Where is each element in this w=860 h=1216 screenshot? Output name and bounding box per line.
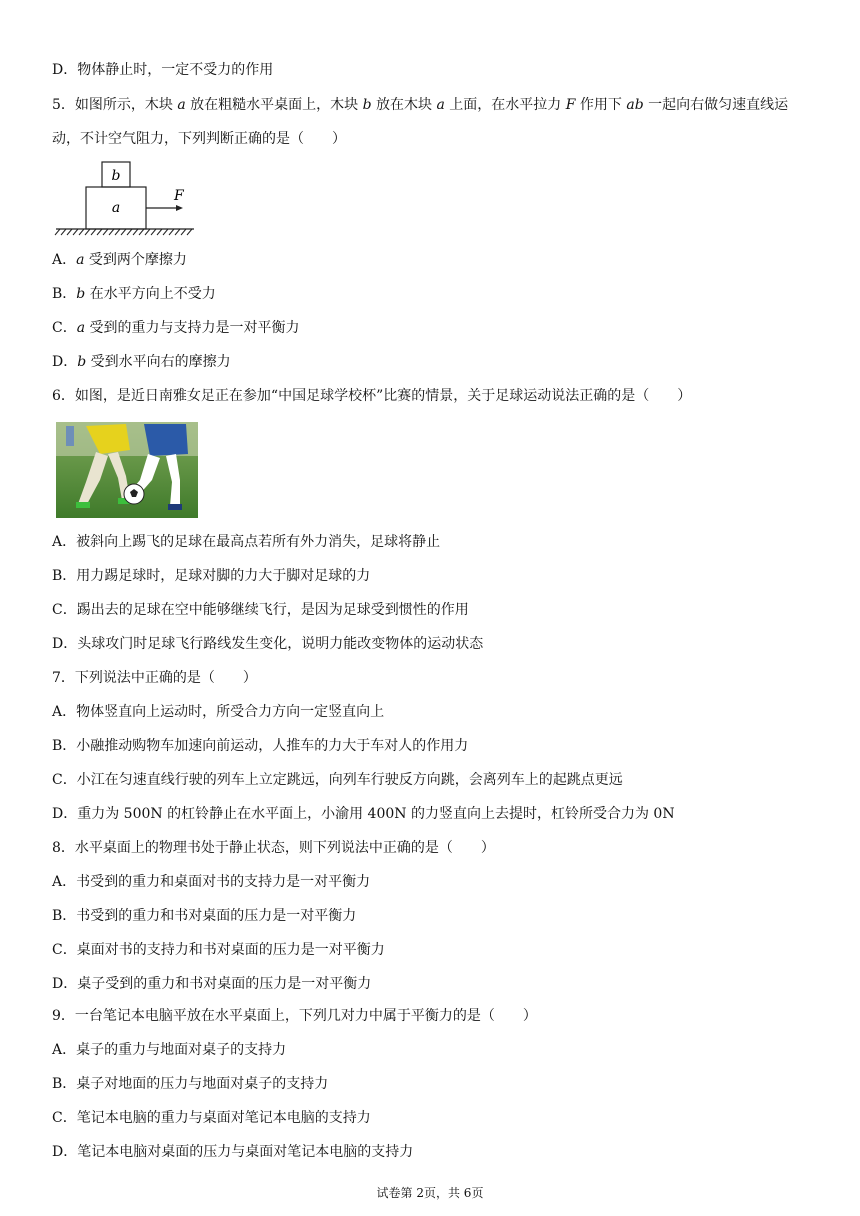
q6-option-a: A．被斜向上踢飞的足球在最高点若所有外力消失，足球将静止: [52, 534, 441, 550]
q9-stem: 9．一台笔记本电脑平放在水平桌面上，下列几对力中属于平衡力的是（ ）: [52, 1008, 537, 1024]
q9-option-a: A．桌子的重力与地面对桌子的支持力: [52, 1042, 287, 1058]
q9-option-c: C．笔记本电脑的重力与桌面对笔记本电脑的支持力: [52, 1110, 371, 1126]
q9-option-b: B．桌子对地面的压力与地面对桌子的支持力: [52, 1076, 329, 1092]
label-a: a: [111, 200, 121, 216]
q8-option-b: B．书受到的重力和书对桌面的压力是一对平衡力: [52, 908, 357, 924]
q8-stem: 8．水平桌面上的物理书处于静止状态，则下列说法中正确的是（ ）: [52, 840, 495, 856]
ground-hatching: [55, 229, 192, 235]
q6-option-b: B．用力踢足球时，足球对脚的力大于脚对足球的力: [52, 568, 371, 584]
q9-option-d: D．笔记本电脑对桌面的压力与桌面对笔记本电脑的支持力: [52, 1144, 414, 1160]
q5-option-c: C．a 受到的重力与支持力是一对平衡力: [52, 320, 300, 336]
q7-option-b: B．小融推动购物车加速向前运动，人推车的力大于车对人的作用力: [52, 738, 469, 754]
q8-option-a: A．书受到的重力和桌面对书的支持力是一对平衡力: [52, 874, 371, 890]
q7-option-a: A．物体竖直向上运动时，所受合力方向一定竖直向上: [52, 704, 385, 720]
q5-stem: 5．如图所示，木块 a 放在粗糙水平桌面上，木块 b 放在木块 a 上面，在水平拉力 F 作用下 ab 一起向右做匀速直线运动，不计空气阻力，下列判断正确的是（ ）: [52, 97, 789, 147]
label-F: F: [174, 188, 184, 204]
q7-stem: 7．下列说法中正确的是（ ）: [52, 670, 257, 686]
q7-option-c: C．小江在匀速直线行驶的列车上立定跳远，向列车行驶反方向跳，会离列车上的起跳点更远: [52, 772, 623, 788]
q5-option-a: A．a 受到两个摩擦力: [52, 252, 187, 268]
force-arrow-head: [176, 205, 183, 211]
q5-block-diagram: [52, 156, 202, 238]
label-b: b: [111, 168, 121, 184]
q5-option-d: D．b 受到水平向右的摩擦力: [52, 354, 231, 370]
q5-option-b: B．b 在水平方向上不受力: [52, 286, 216, 302]
q6-option-d: D．头球攻门时足球飞行路线发生变化，说明力能改变物体的运动状态: [52, 636, 484, 652]
q8-option-c: C．桌面对书的支持力和书对桌面的压力是一对平衡力: [52, 942, 385, 958]
page-footer: 试卷第 2页，共 6页: [376, 1186, 484, 1200]
q6-stem: 6．如图，是近日南雅女足正在参加“中国足球学校杯”比赛的情景，关于足球运动说法正确的是（ ）: [52, 388, 692, 404]
q6-option-c: C．踢出去的足球在空中能够继续飞行，是因为足球受到惯性的作用: [52, 602, 469, 618]
q7-option-d: D．重力为 500N 的杠铃静止在水平面上，小渝用 400N 的力竖直向上去提时，杠铃所受合力为 0N: [52, 806, 675, 822]
soccer-photo: [56, 422, 198, 518]
q8-option-d: D．桌子受到的重力和书对桌面的压力是一对平衡力: [52, 976, 372, 992]
q4-option-d: D．物体静止时，一定不受力的作用: [52, 62, 274, 78]
